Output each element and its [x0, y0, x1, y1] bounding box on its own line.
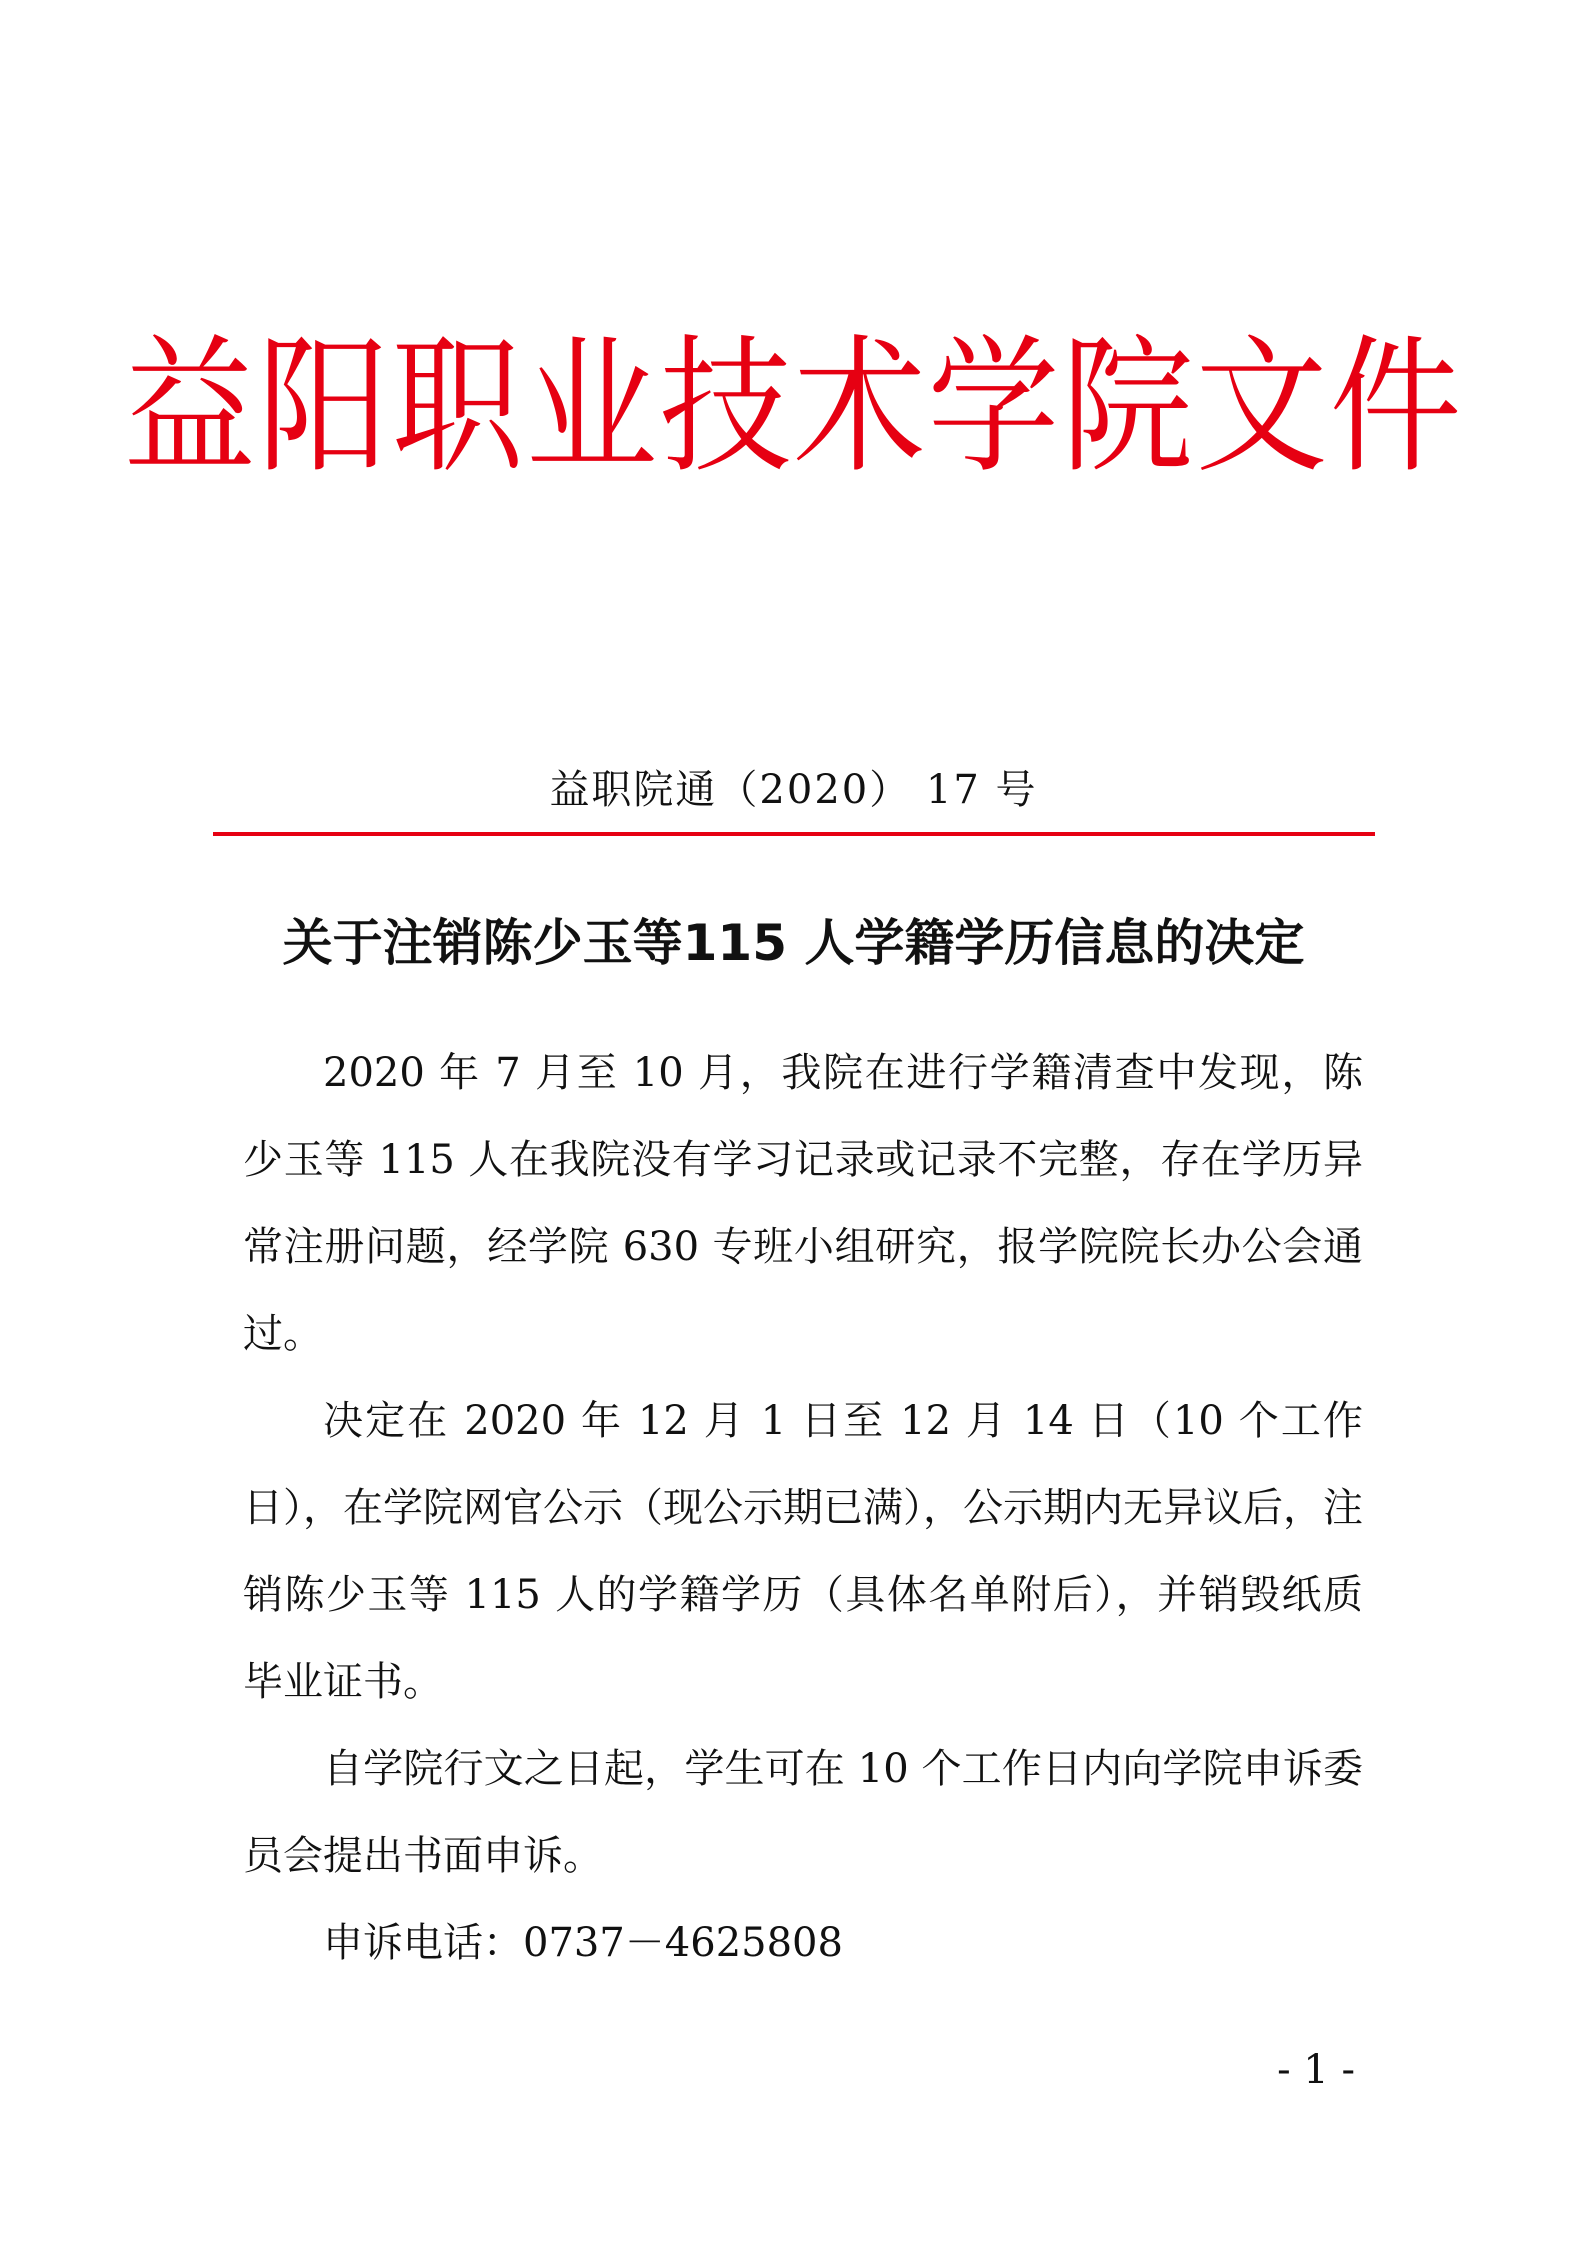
document-title: 关于注销陈少玉等115 人学籍学历信息的决定: [282, 914, 1305, 972]
page-number: - 1 -: [1277, 2047, 1355, 2093]
document-number: 益职院通（2020） 17 号: [549, 767, 1038, 813]
document-body: [243, 1030, 1363, 1987]
document-masthead: 益阳职业技术学院文件: [123, 321, 1464, 494]
body-paragraph-2: 决定在 2020 年 12 月 1 日至 12 月 14 日（10 个工作日），在学院网官公示（现公示期已满），公示期内无异议后，注销陈少玉等 115 人的学籍学历（具体名单附后），并销毁纸质毕业证书。: [243, 1398, 1363, 1705]
body-paragraph-3: 自学院行文之日起，学生可在 10 个工作日内向学院申诉委员会提出书面申诉。: [243, 1746, 1363, 1879]
red-divider-rule: [213, 832, 1375, 836]
appeal-phone-line: 申诉电话：0737－4625808: [323, 1920, 843, 1966]
body-paragraph-1: 2020 年 7 月至 10 月，我院在进行学籍清查中发现，陈少玉等 115 人在我院没有学习记录或记录不完整，存在学历异常注册问题，经学院 630 专班小组研究，报学院院长办公会通过。: [243, 1050, 1363, 1357]
